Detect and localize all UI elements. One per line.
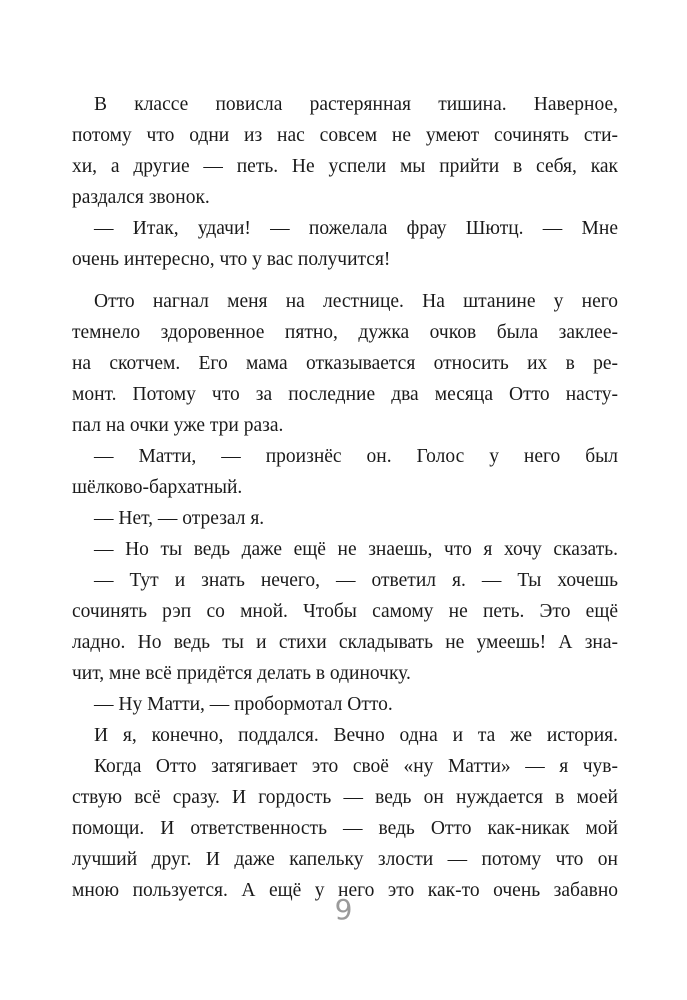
text-line: Отто нагнал меня на лестнице. На штанине у него	[94, 291, 618, 312]
text-line: чит, мне всё придётся делать в одиночку.	[72, 663, 411, 684]
text-line: хи, а другие — петь. Не успели мы прийти в себя, как	[72, 156, 618, 177]
text-line: ствую всё сразу. И гордость — ведь он нуждается в моей	[72, 787, 618, 808]
text-line: — Нет, — отрезал я.	[94, 508, 265, 529]
text-line: мною пользуется. А ещё у него это как-то очень забавно	[72, 880, 618, 901]
text-line: монт. Потому что за последние два месяца Отто насту-	[72, 384, 618, 405]
text-line: сочинять рэп со мной. Чтобы самому не петь. Это ещё	[72, 601, 618, 622]
paragraph-group-classroom	[72, 89, 618, 275]
text-line: — Но ты ведь даже ещё не знаешь, что я хочу сказать.	[94, 539, 618, 560]
text-line: раздался звонок.	[72, 187, 210, 208]
text-line: — Тут и знать нечего, — ответил я. — Ты хочешь	[94, 570, 618, 591]
text-line: шёлково-бархатный.	[72, 477, 243, 498]
text-line: И я, конечно, поддался. Вечно одна и та же история.	[94, 725, 618, 746]
text-line: Когда Отто затягивает это своё «ну Матти» — я чув-	[94, 756, 618, 777]
text-line: В классе повисла растерянная тишина. Наверное,	[94, 94, 618, 115]
text-line: — Ну Матти, — пробормотал Отто.	[94, 694, 393, 715]
text-line: на скотчем. Его мама отказывается относить их в ре-	[72, 353, 618, 374]
text-line: ладно. Но ведь ты и стихи складывать не умеешь! А зна-	[72, 632, 618, 653]
paragraph-group-staircase	[72, 286, 618, 906]
text-line: лучший друг. И даже капельку злости — потому что он	[72, 849, 618, 870]
text-line: потому что одни из нас совсем не умеют сочинять сти-	[72, 125, 618, 146]
text-line: темнело здоровенное пятно, дужка очков была заклее-	[72, 322, 618, 343]
text-line: — Матти, — произнёс он. Голос у него был	[94, 446, 618, 467]
text-line: пал на очки уже три раза.	[72, 415, 284, 436]
text-line: очень интересно, что у вас получится!	[72, 249, 391, 270]
text-line: — Итак, удачи! — пожелала фрау Шютц. — Мне	[94, 218, 618, 239]
page-number: 9	[334, 893, 353, 926]
text-line: помощи. И ответственность — ведь Отто как-никак мой	[72, 818, 618, 839]
